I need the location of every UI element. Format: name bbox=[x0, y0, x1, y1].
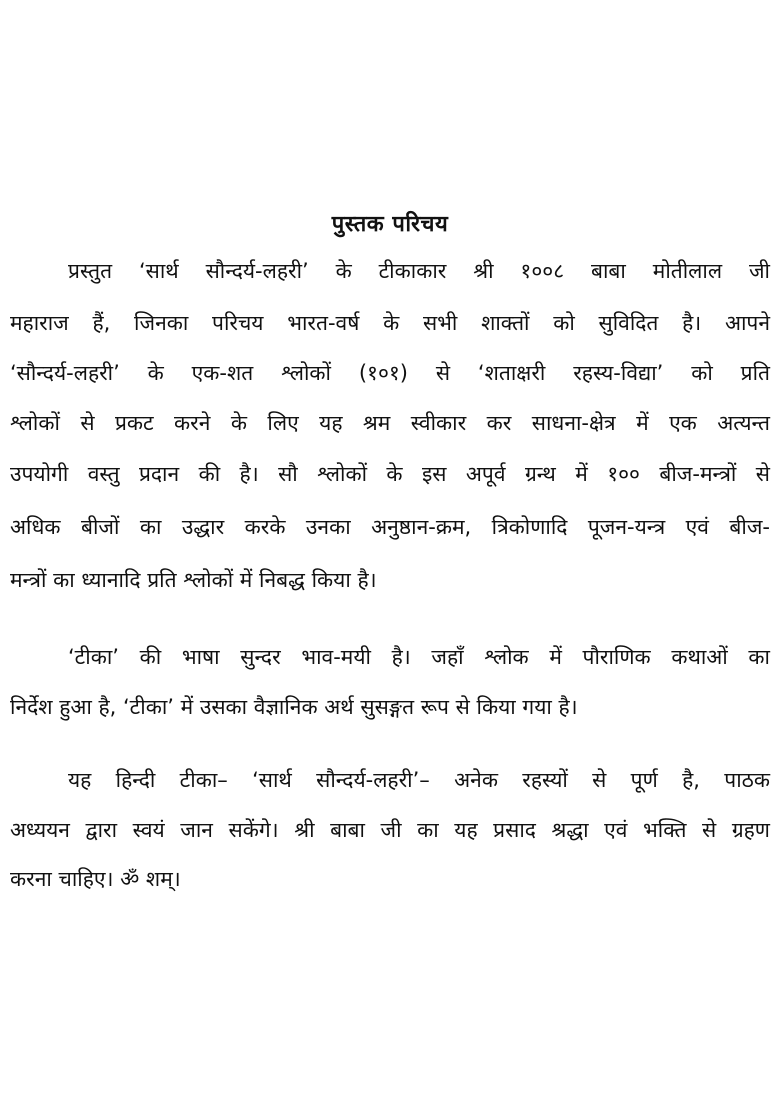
paragraph-1-line-7: मन्त्रों का ध्यानादि प्रति श्लोकों में निबद्ध किया है। bbox=[10, 568, 377, 592]
paragraph-2-line-1: ‘टीका’ की भाषा सुन्दर भाव-मयी है। जहाँ श्लोक में पौराणिक कथाओं का bbox=[68, 645, 770, 669]
paragraph-1-line-5: उपयोगी वस्तु प्रदान की है। सौ श्लोकों के इस अपूर्व ग्रन्थ में १०० बीज-मन्त्रों से bbox=[10, 462, 770, 486]
paragraph-1-line-2: महाराज हैं, जिनका परिचय भारत-वर्ष के सभी शाक्तों को सुविदित है। आपने bbox=[10, 311, 770, 335]
paragraph-1-line-4: श्लोकों से प्रकट करने के लिए यह श्रम स्वीकार कर साधना-क्षेत्र में एक अत्यन्त bbox=[10, 411, 770, 435]
paragraph-2-line-2: निर्देश हुआ है, ‘टीका’ में उसका वैज्ञानिक अर्थ सुसङ्गत रूप से किया गया है। bbox=[10, 695, 578, 719]
paragraph-1-line-6: अधिक बीजों का उद्धार करके उनका अनुष्ठान-क्रम, त्रिकोणादि पूजन-यन्त्र एवं बीज- bbox=[10, 515, 770, 539]
paragraph-1-line-1: प्रस्तुत ‘सार्थ सौन्दर्य-लहरी’ के टीकाकार श्री १००८ बाबा मोतीलाल जी bbox=[68, 259, 770, 283]
page-title: पुस्तक परिचय bbox=[331, 212, 449, 237]
paragraph-1-line-3: ‘सौन्दर्य-लहरी’ के एक-शत श्लोकों (१०१) से ‘शताक्षरी रहस्य-विद्या’ को प्रति bbox=[10, 361, 770, 385]
paragraph-3-line-3: करना चाहिए। ॐ शम्। bbox=[10, 867, 181, 891]
paragraph-3-line-2: अध्ययन द्वारा स्वयं जान सकेंगे। श्री बाबा जी का यह प्रसाद श्रद्धा एवं भक्ति से ग्रहण bbox=[10, 818, 770, 842]
paragraph-3-line-1: यह हिन्दी टीका– ‘सार्थ सौन्दर्य-लहरी’– अनेक रहस्यों से पूर्ण है, पाठक bbox=[68, 768, 770, 792]
